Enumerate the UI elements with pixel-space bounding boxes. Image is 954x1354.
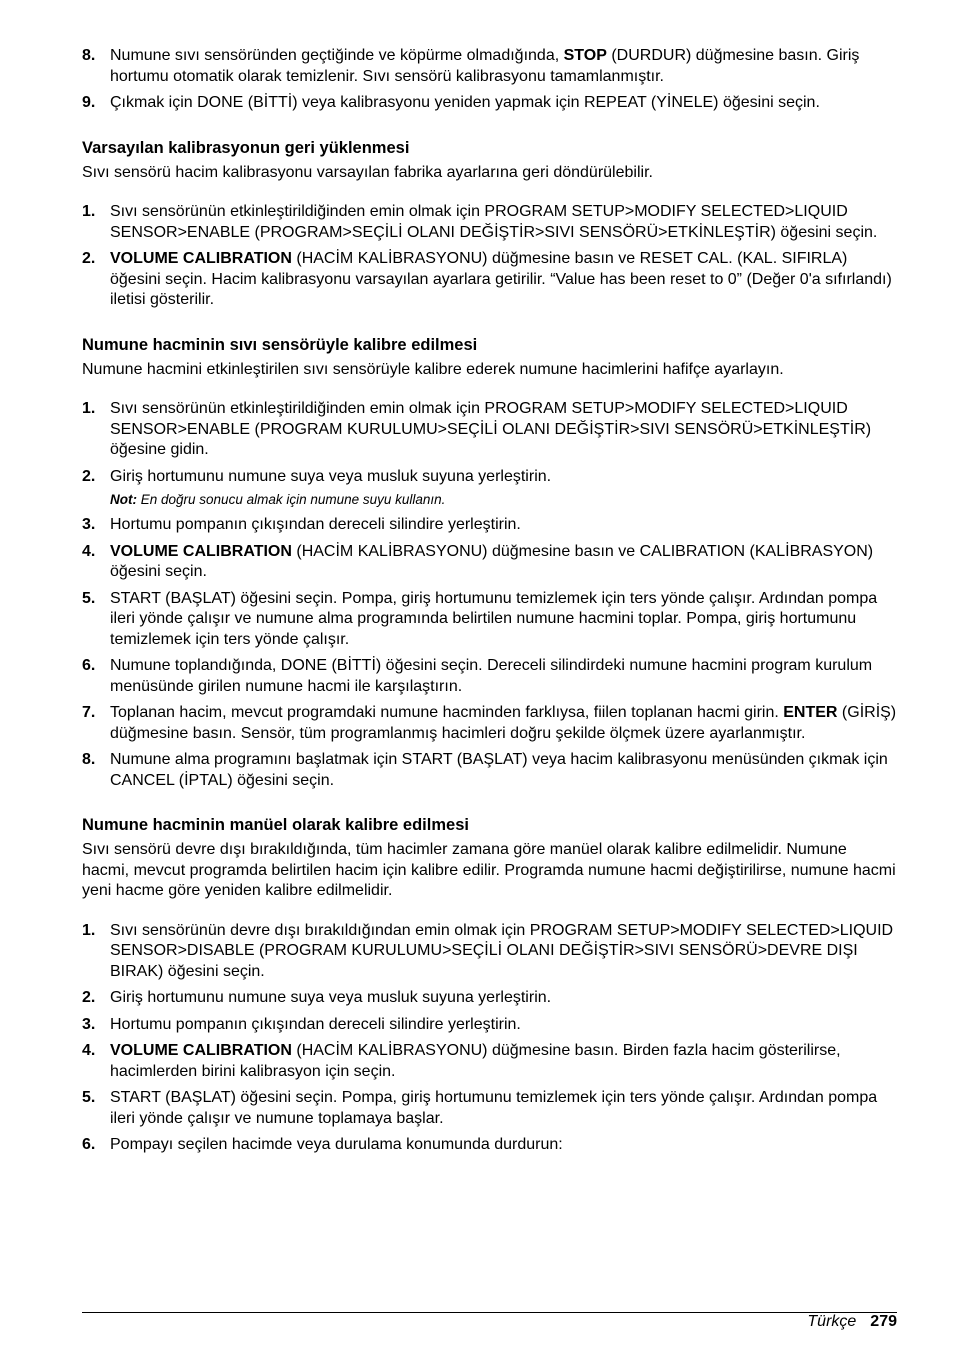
step-text (110, 988, 897, 1009)
step-text (110, 542, 897, 583)
step-text-before: Giriş hortumunu numune suya veya musluk suyuna yerleştirin. (110, 989, 552, 1006)
step-text (110, 1015, 897, 1036)
step-text-after: (HACİM KALİBRASYONU) düğmesine basın ve RESET CAL. (KAL. SIFIRLA) öğesini seçin. Hacim kalibrasyonu varsayılan ayarlara getirilir. “Value has been reset to 0” (Değer 0'a sıfırlandı) iletisi gösterilir. (110, 250, 892, 308)
note-label: Not: (110, 492, 137, 507)
note (82, 491, 897, 509)
step-item (82, 1135, 897, 1156)
step-item (82, 467, 897, 488)
step-text-before: Sıvı sensörünün etkinleştirildiğinden emin olmak için PROGRAM SETUP>MODIFY SELECTED>LIQUID SENSOR>ENABLE (PROGRAM KURULUMU>SEÇİLİ OLANI DEĞİŞTİR>SIVI SENSÖRÜ>ETKİNLEŞTİR) öğesine gidin. (110, 400, 872, 458)
step-item (82, 542, 897, 583)
step-number: 6. (82, 1136, 96, 1153)
section-heading-manual: Numune hacminin manüel olarak kalibre edilmesi (82, 816, 469, 834)
step-text-bold: STOP (563, 47, 607, 64)
step-item (82, 1015, 897, 1036)
section-intro-manual: Sıvı sensörü devre dışı bırakıldığında, tüm hacimler zamana göre manüel olarak kalibre edilmelidir. Numune hacmi, mevcut programda belirtilen hacim için kalibre edilir. Programda numune hacmi değiştirilirse, numune hacmi yeni hacme göre yeniden kalibre edilmelidir. (82, 841, 896, 899)
step-item (82, 93, 897, 114)
step-text-bold: VOLUME CALIBRATION (110, 1042, 292, 1059)
step-list-manual (82, 921, 897, 1156)
step-number: 1. (82, 203, 96, 220)
step-item (82, 202, 897, 243)
footer-language: Türkçe (807, 1313, 857, 1330)
step-list-continued (82, 46, 897, 114)
step-text (110, 46, 897, 87)
step-text-before: Numune sıvı sensöründen geçtiğinde ve köpürme olmadığında, (110, 47, 564, 64)
step-number: 1. (82, 400, 96, 417)
step-item (82, 988, 897, 1009)
step-text-before: Sıvı sensörünün devre dışı bırakıldığından emin olmak için PROGRAM SETUP>MODIFY SELECTED>LIQUID SENSOR>DISABLE (PROGRAM KURULUMU>SEÇİLİ OLANI DEĞİŞTİR>SIVI SENSÖRÜ>DEVRE DIŞI BIRAK) öğesini seçin. (110, 921, 894, 980)
page-number: 279 (870, 1313, 897, 1330)
section-intro-default: Sıvı sensörü hacim kalibrasyonu varsayılan fabrika ayarlarına geri döndürülebilir. (82, 163, 653, 181)
step-item (82, 399, 897, 461)
step-text (110, 589, 897, 651)
step-number: 1. (82, 921, 96, 939)
step-text (110, 399, 897, 461)
step-text (110, 515, 897, 536)
step-item (82, 589, 897, 651)
step-item (82, 750, 897, 791)
step-list-liquid-b (82, 515, 897, 791)
step-text (110, 1088, 897, 1129)
step-text (110, 703, 897, 744)
step-text-bold: VOLUME CALIBRATION (110, 250, 292, 267)
step-item (82, 515, 897, 536)
step-number: 6. (82, 657, 96, 674)
step-number: 8. (82, 751, 96, 768)
step-number: 2. (82, 467, 96, 485)
footer-divider (82, 1312, 897, 1313)
step-number: 5. (82, 1089, 96, 1106)
section-heading-default: Varsayılan kalibrasyonun geri yüklenmesi (82, 138, 410, 157)
step-item (82, 1088, 897, 1129)
step-text (110, 93, 897, 114)
step-text-before: Hortumu pompanın çıkışından dereceli silindire yerleştirin. (110, 516, 521, 533)
step-item (82, 656, 897, 697)
step-item (82, 703, 897, 744)
step-text-before: Çıkmak için DONE (BİTTİ) veya kalibrasyonu yeniden yapmak için REPEAT (YİNELE) öğesini seçin. (110, 94, 820, 111)
step-text-after: (HACİM KALİBRASYONU) düğmesine basın. Birden fazla hacim gösterilirse, hacimlerden birini kalibrasyon için seçin. (110, 1042, 841, 1080)
step-number: 8. (82, 47, 96, 64)
step-number: 7. (82, 704, 96, 721)
step-text-after: (HACİM KALİBRASYONU) düğmesine basın ve CALIBRATION (KALİBRASYON) öğesini seçin. (110, 542, 874, 580)
step-number: 4. (82, 542, 96, 560)
step-text (110, 750, 897, 791)
step-text-before: Pompayı seçilen hacimde veya durulama konumunda durdurun: (110, 1136, 563, 1153)
step-text (110, 249, 897, 311)
page-footer (807, 1312, 897, 1332)
step-text (110, 921, 897, 983)
step-text-before: START (BAŞLAT) öğesini seçin. Pompa, giriş hortumunu temizlemek için ters yönde çalışır. Ardından pompa ileri yönde çalışır ve numune alma programında belirtilen numune hacmini toplar. Pompa, giriş hortumunu temizlemek için ters yönde çalışır. (110, 589, 878, 648)
step-text-before: Numune toplandığında, DONE (BİTTİ) öğesini seçin. Dereceli silindirdeki numune hacmini program kurulum menüsünde girilen numune hacmi ile karşılaştırın. (110, 657, 873, 695)
step-text (110, 1041, 897, 1082)
step-number: 2. (82, 989, 96, 1006)
step-number: 2. (82, 250, 96, 267)
step-item (82, 921, 897, 983)
step-item (82, 249, 897, 311)
step-text-after: (DURDUR) düğmesine basın. Giriş hortumu otomatik olarak temizlenir. Sıvı sensörü kalibrasyonu tamamlanmıştır. (110, 47, 860, 85)
step-number: 3. (82, 1015, 96, 1033)
step-text (110, 656, 897, 697)
step-text (110, 202, 897, 243)
step-text-before: Numune alma programını başlatmak için START (BAŞLAT) veya hacim kalibrasyonu menüsünden çıkmak için CANCEL (İPTAL) öğesini seçin. (110, 751, 888, 789)
section-intro-liquid: Numune hacmini etkinleştirilen sıvı sensörüyle kalibre ederek numune hacimlerini hafifçe ayarlayın. (82, 360, 784, 378)
step-text-before: Hortumu pompanın çıkışından dereceli silindire yerleştirin. (110, 1015, 521, 1033)
step-text (110, 1135, 897, 1156)
step-item (82, 46, 897, 87)
section-heading-liquid: Numune hacminin sıvı sensörüyle kalibre edilmesi (82, 335, 478, 354)
step-item (82, 1041, 897, 1082)
step-number: 3. (82, 516, 96, 533)
step-text-after: (GİRİŞ) düğmesine basın. Sensör, tüm programlanmış hacimleri doğru şekilde ölçmek üzere ayarlanmıştır. (110, 704, 897, 742)
step-text-bold: VOLUME CALIBRATION (110, 542, 292, 560)
step-text-before: START (BAŞLAT) öğesini seçin. Pompa, giriş hortumunu temizlemek için ters yönde çalışır. Ardından pompa ileri yönde çalışır ve numune toplamaya başlar. (110, 1089, 878, 1127)
step-list-liquid-a (82, 399, 897, 487)
step-text (110, 467, 897, 488)
step-number: 4. (82, 1042, 96, 1059)
step-text-before: Toplanan hacim, mevcut programdaki numune hacminden farklıysa, fiilen toplanan hacmi girin. (110, 704, 784, 721)
step-number: 9. (82, 94, 96, 111)
step-number: 5. (82, 589, 96, 607)
step-text-before: Giriş hortumunu numune suya veya musluk suyuna yerleştirin. (110, 467, 552, 485)
page-content (82, 46, 897, 1162)
note-text: En doğru sonucu almak için numune suyu kullanın. (137, 492, 446, 507)
step-list-default (82, 202, 897, 311)
step-text-bold: ENTER (783, 704, 838, 721)
step-text-before: Sıvı sensörünün etkinleştirildiğinden emin olmak için PROGRAM SETUP>MODIFY SELECTED>LIQUID SENSOR>ENABLE (PROGRAM>SEÇİLİ OLANI DEĞİŞTİR>SIVI SENSÖRÜ>ETKİNLEŞTİR) öğesini seçin. (110, 203, 878, 241)
